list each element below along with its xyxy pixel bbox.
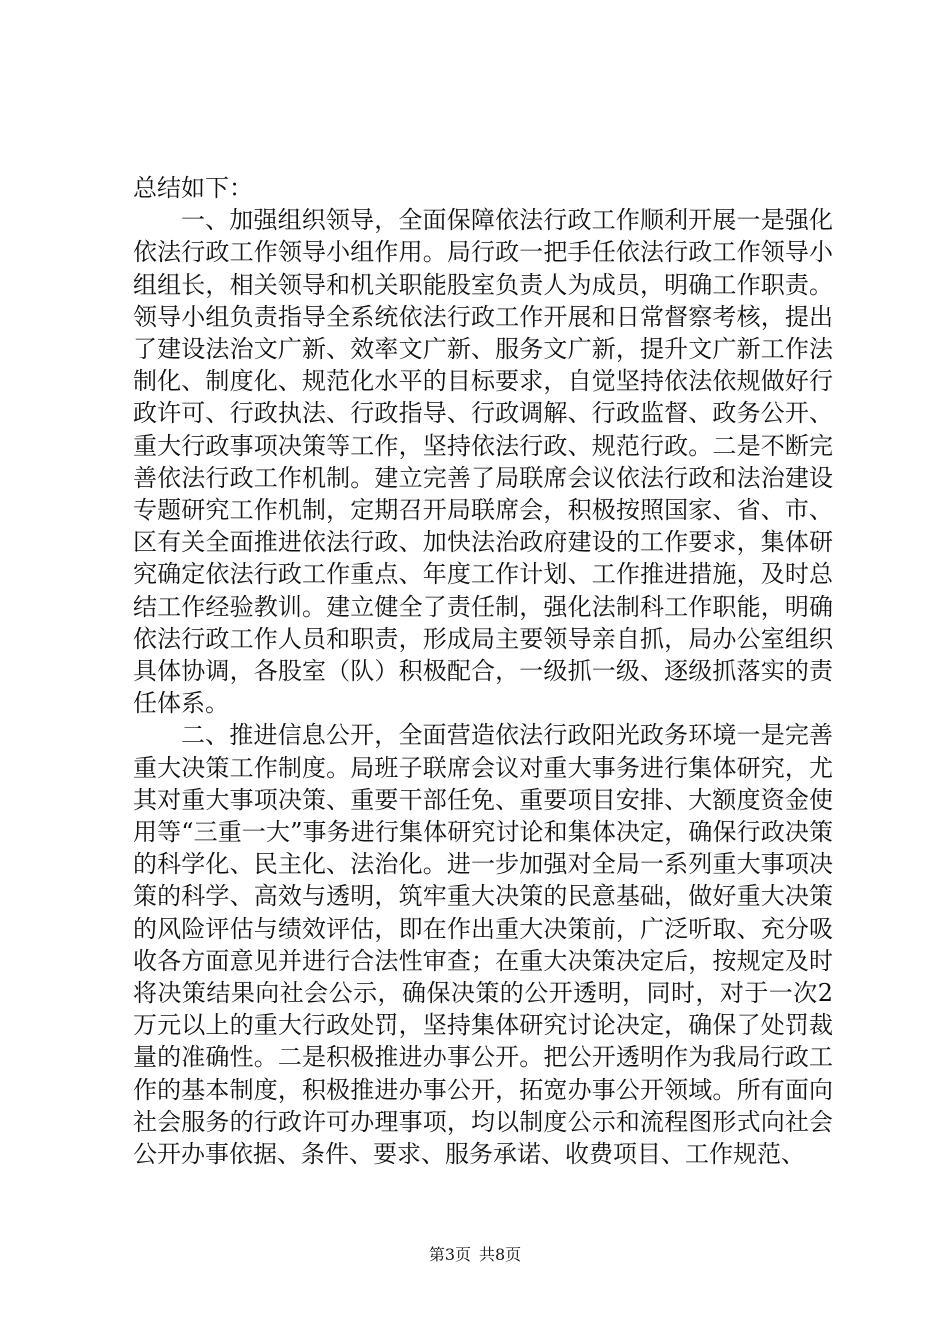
paragraph-opening: 总结如下： (133, 174, 253, 202)
paragraph-section-one: 一、加强组织领导，全面保障依法行政工作顺利开展一是强化依法行政工作领导小组作用。局行政一把手任依法行政工作领导小组组长，相关领导和机关职能股室负责人为成员，明确工作职责。领导小组负责指导全系统依法行政工作开展和日常督察考核，提出了建设法治文广新、效率文广新、服务文广新，提升文广新工作法制化、制度化、规范化水平的目标要求，自觉坚持依法依规做好行政许可、行政执法、行政指导、行政调解、行政监督、政务公开、重大行政事项决策等工作，坚持依法行政、规范行政。二是不断完善依法行政工作机制。建立完善了局联席会议依法行政和法治建设专题研究工作机制，定期召开局联席会，积极按照国家、省、市、区有关全面推进依法行政、加快法治政府建设的工作要求，集体研究确定依法行政工作重点、年度工作计划、工作推进措施，及时总结工作经验教训。建立健全了责任制，强化法制科工作职能，明确依法行政工作人员和职责，形成局主要领导亲自抓，局办公室组织具体协调，各股室（队）积极配合，一级抓一级、逐级抓落实的责任体系。 (133, 206, 833, 718)
page-total: 共8页 (479, 1245, 522, 1264)
document-body (133, 172, 833, 1170)
page-number: 第3页 (428, 1245, 471, 1264)
paragraph-section-two: 二、推进信息公开，全面营造依法行政阳光政务环境一是完善重大决策工作制度。局班子联席会议对重大事务进行集体研究，尤其对重大事项决策、重要干部任免、重要项目安排、大额度资金使用等“三重一大”事务进行集体研究讨论和集体决定，确保行政决策的科学化、民主化、法治化。进一步加强对全局一系列重大事项决策的科学、高效与透明，筑牢重大决策的民意基础，做好重大决策的风险评估与绩效评估，即在作出重大决策前，广泛听取、充分吸收各方面意见并进行合法性审查；在重大决策决定后，按规定及时将决策结果向社会公示，确保决策的公开透明，同时，对于一次2万元以上的重大行政处罚，坚持集体研究讨论决定，确保了处罚裁量的准确性。二是积极推进办事公开。把公开透明作为我局行政工作的基本制度，积极推进办事公开，拓宽办事公开领域。所有面向社会服务的行政许可办理事项，均以制度公示和流程图形式向社会公开办事依据、条件、要求、服务承诺、收费项目、工作规范、 (133, 721, 833, 1169)
page-footer (0, 1245, 950, 1265)
